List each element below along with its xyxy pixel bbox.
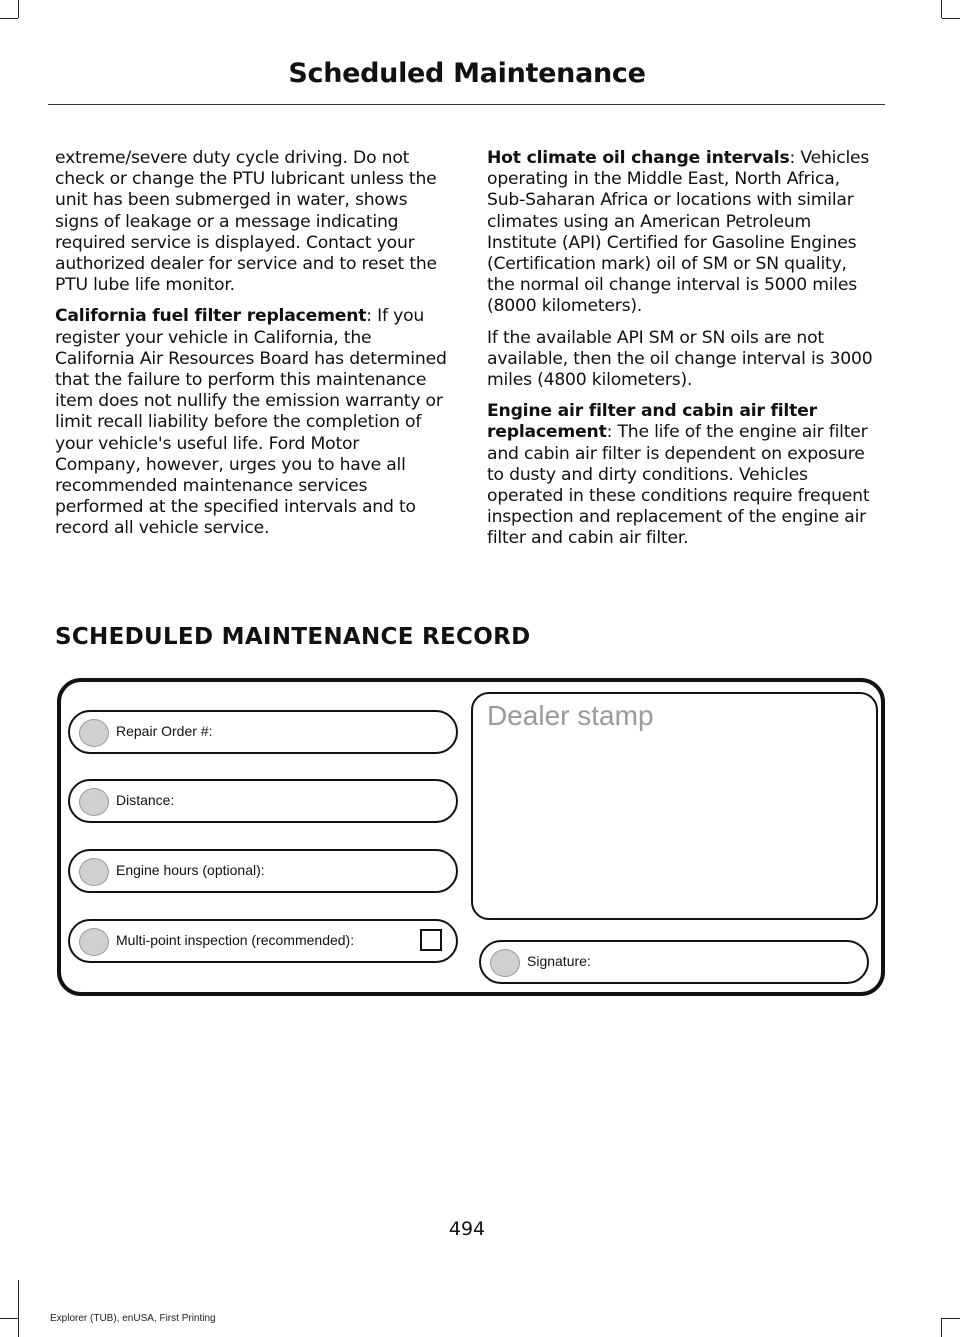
left-column: [55, 148, 449, 550]
field-bullet-icon: [79, 788, 109, 816]
right-column: [487, 148, 879, 560]
field-bullet-icon: [79, 928, 109, 956]
paragraph-heading: California fuel filter replacement: [55, 306, 367, 327]
paragraph-heading: Engine air filter and cabin air filter replacement: [487, 401, 817, 443]
dealer-stamp-label: Dealer stamp: [487, 700, 654, 731]
field-bullet-icon: [79, 719, 109, 747]
hot-climate-paragraph: [487, 148, 879, 318]
api-oil-paragraph: If the available API SM or SN oils are not available, then the oil change interval is 3000 miles (4800 kilometers).: [487, 327, 873, 391]
crop-mark: [18, 1280, 19, 1337]
distance-field[interactable]: [68, 779, 458, 823]
page-number: 494: [448, 1218, 486, 1240]
repair-order-field[interactable]: [68, 710, 458, 754]
field-label: Repair Order #:: [116, 723, 213, 739]
field-label: Multi-point inspection (recommended):: [116, 932, 355, 948]
crop-mark: [942, 1318, 960, 1319]
crop-mark: [941, 1318, 942, 1337]
section-heading: SCHEDULED MAINTENANCE RECORD: [55, 624, 531, 650]
dealer-stamp-box: [471, 692, 878, 920]
paragraph-body: : Vehicles operating in the Middle East, North Africa, Sub-Saharan Africa or locations with similar climates using an American Petroleum Institute (API) Certified for Gasoline Engines (Certification mark) oil of SM or SN quality, the normal oil change interval is 5000 miles (8000 kilometers).: [487, 148, 870, 317]
ptu-paragraph: extreme/severe duty cycle driving. Do not check or change the PTU lubricant unless the unit has been submerged in water, shows signs of leakage or a message indicating required service is displayed. Contact your authorized dealer for service and to reset the PTU lube life monitor.: [55, 148, 437, 296]
paragraph-heading: Hot climate oil change intervals: [487, 148, 790, 168]
signature-field[interactable]: [479, 940, 869, 984]
header-divider: [48, 104, 885, 105]
field-bullet-icon: [79, 858, 109, 886]
air-filter-paragraph: [487, 401, 879, 549]
crop-mark: [942, 18, 960, 19]
edition-footer: Explorer (TUB), enUSA, First Printing: [50, 1313, 216, 1324]
field-label: Distance:: [116, 792, 175, 808]
california-fuel-filter-paragraph: [55, 306, 449, 539]
inspection-checkbox[interactable]: [420, 929, 442, 951]
engine-hours-field[interactable]: [68, 849, 458, 893]
crop-mark: [0, 18, 18, 19]
field-label: Signature:: [527, 953, 591, 969]
crop-mark: [18, 0, 19, 18]
crop-mark: [941, 0, 942, 18]
paragraph-body: : If you register your vehicle in California, the California Air Resources Board has determined that the failure to perform this maintenance item does not nullify the emission warranty or limit recall liability before the completion of your vehicle's useful life. Ford Motor Company, however, urges you to have all recommended maintenance services performed at the specified intervals and to record all vehicle service.: [55, 306, 447, 539]
field-label: Engine hours (optional):: [116, 862, 265, 878]
page-title: Scheduled Maintenance: [288, 58, 646, 89]
crop-mark: [0, 1318, 18, 1319]
paragraph-body: : The life of the engine air filter and cabin air filter is dependent on exposure to dusty and dirty conditions. Vehicles operated in these conditions require frequent inspection and replacement of the engine air filter and cabin air filter.: [487, 422, 870, 549]
field-bullet-icon: [490, 949, 520, 977]
multi-point-inspection-field: [68, 919, 458, 963]
